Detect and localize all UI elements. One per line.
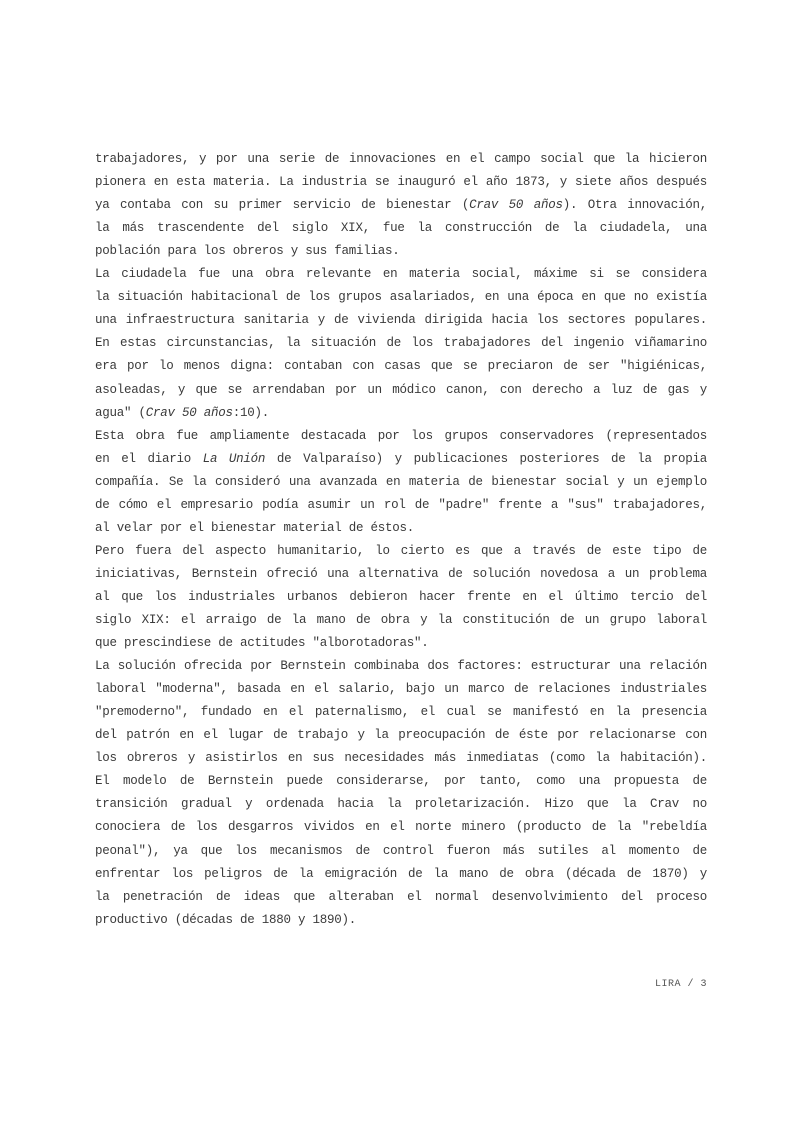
text-line: laboral "moderna", basada en el salario, bajo un marco de relaciones industriales bbox=[95, 682, 707, 697]
text-line: productivo (décadas de 1880 y 1890). bbox=[95, 912, 357, 927]
text-line: enfrentar los peligros de la emigración de la mano de obra (década de 1870) y bbox=[95, 866, 707, 881]
text-line: de cómo el empresario podía asumir un rol de "padre" frente a "sus" trabajadores, bbox=[95, 497, 707, 512]
text-segment: ). Otra innovación, bbox=[562, 198, 707, 213]
text-line: "premoderno", fundado en el paternalismo, el cual se manifestó en la presencia bbox=[95, 705, 707, 720]
text-line: compañía. Se la consideró una avanzada en materia de bienestar social y un ejemplo bbox=[95, 474, 707, 489]
italic-title: La Unión bbox=[202, 451, 266, 466]
text-line: Esta obra fue ampliamente destacada por los grupos conservadores (representados bbox=[95, 428, 707, 443]
text-line: iniciativas, Bernstein ofreció una alternativa de solución novedosa a un problema bbox=[95, 566, 707, 581]
text-line: Pero fuera del aspecto humanitario, lo cierto es que a través de este tipo de bbox=[95, 543, 707, 558]
text-line: La solución ofrecida por Bernstein combinaba dos factores: estructurar una relación bbox=[95, 659, 707, 674]
text-segment: agua" ( bbox=[95, 405, 146, 420]
text-line: los obreros y asistirlos en sus necesidades más inmediatas (como la habitación). bbox=[95, 751, 707, 766]
text-line: La ciudadela fue una obra relevante en materia social, máxime si se considera bbox=[95, 267, 707, 282]
text-line: siglo XIX: el arraigo de la mano de obra y la constitución de un grupo laboral bbox=[95, 613, 707, 627]
text-line: la situación habitacional de los grupos asalariados, en una época en que no existía bbox=[95, 290, 707, 305]
italic-title: Crav 50 años bbox=[145, 405, 233, 420]
text-line: la penetración de ideas que alteraban el normal desenvolvimiento del proceso bbox=[95, 889, 707, 904]
text-line bbox=[95, 448, 707, 470]
text-segment: ya contaba con su primer servicio de bienestar ( bbox=[95, 198, 470, 213]
text-segment: de Valparaíso) y publicaciones posteriores de la propia bbox=[265, 451, 707, 466]
text-line: al velar por el bienestar material de éstos. bbox=[95, 520, 415, 535]
text-line: era por lo menos digna: contaban con casas que se preciaron de ser "higiénicas, bbox=[95, 359, 707, 374]
text-segment: en el diario bbox=[95, 451, 203, 466]
text-line: la más trascendente del siglo XIX, fue la construcción de la ciudadela, una bbox=[95, 221, 707, 236]
text-line: una infraestructura sanitaria y de vivienda dirigida hacia los sectores populares. bbox=[95, 313, 707, 328]
text-line: asoleadas, y que se arrendaban por un módico canon, con derecho a luz de gas y bbox=[95, 382, 707, 397]
italic-title: Crav 50 años bbox=[469, 198, 563, 213]
text-line: El modelo de Bernstein puede considerarse, por tanto, como una propuesta de bbox=[95, 774, 707, 789]
text-line: que prescindiese de actitudes "alborotadoras". bbox=[95, 636, 429, 651]
text-line: peonal"), ya que los mecanismos de control fueron más sutiles al momento de bbox=[95, 843, 707, 858]
text-line: trabajadores, y por una serie de innovaciones en el campo social que la hicieron bbox=[95, 152, 707, 166]
text-line: al que los industriales urbanos debieron hacer frente en el último tercio del bbox=[95, 589, 707, 604]
page-footer: LIRA / 3 bbox=[654, 979, 707, 990]
text-line: del patrón en el lugar de trabajo y la preocupación de éste por relacionarse con bbox=[95, 728, 707, 743]
text-line bbox=[95, 194, 707, 216]
text-line: conociera de los desgarros vividos en el norte minero (producto de la "rebeldía bbox=[95, 820, 707, 835]
text-line: población para los obreros y sus familias. bbox=[95, 244, 400, 259]
text-line bbox=[95, 402, 707, 424]
text-line: En estas circunstancias, la situación de los trabajadores del ingenio viñamarino bbox=[95, 336, 707, 351]
text-segment: :10). bbox=[232, 405, 270, 420]
text-line: pionera en esta materia. La industria se inauguró el año 1873, y siete años después bbox=[95, 175, 707, 190]
text-line: transición gradual y ordenada hacia la proletarización. Hizo que la Crav no bbox=[95, 797, 707, 812]
